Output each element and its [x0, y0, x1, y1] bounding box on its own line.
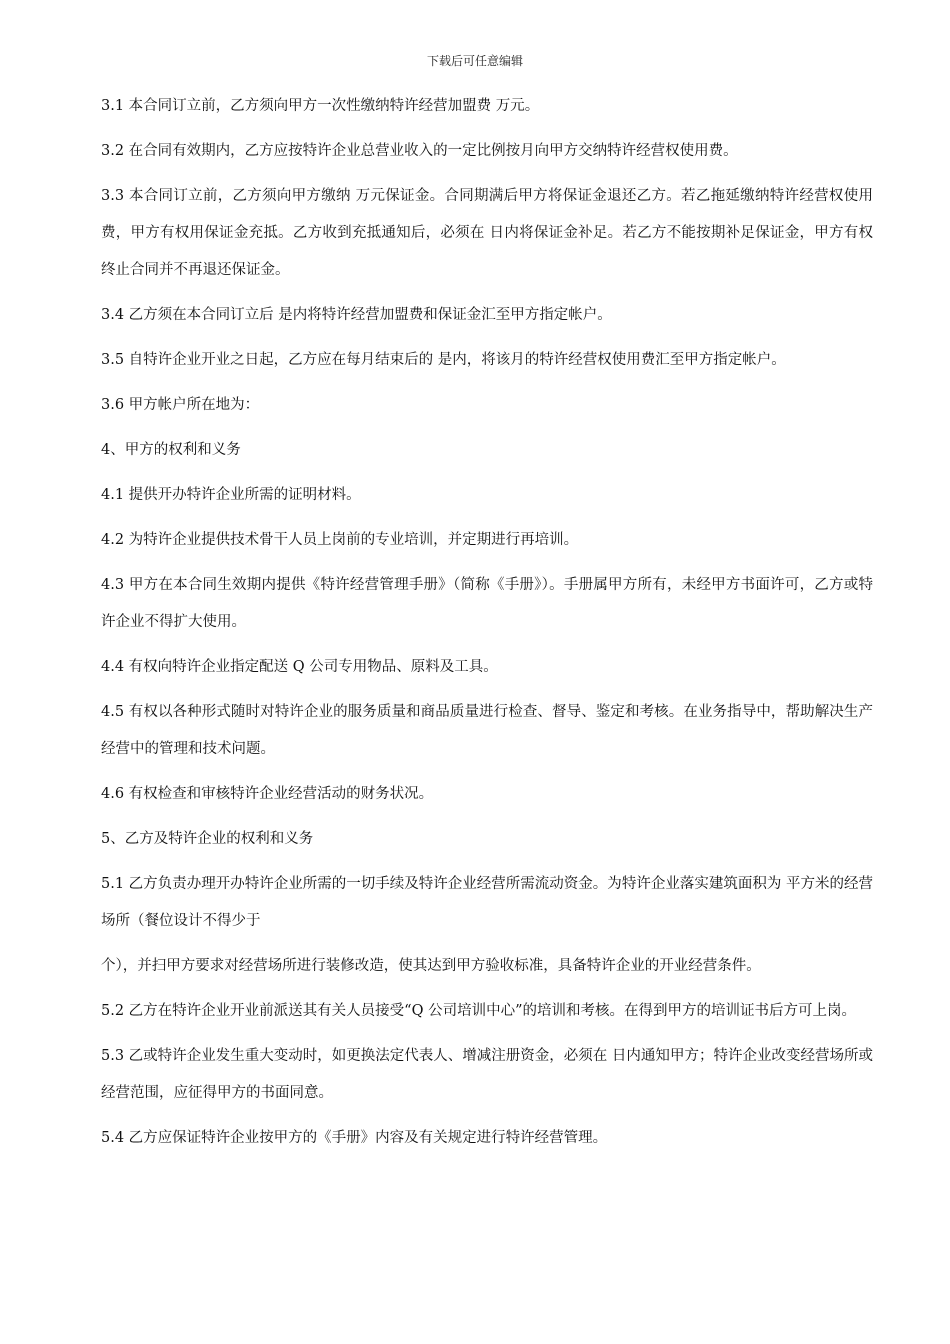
paragraph-5-4: 5.4 乙方应保证特许企业按甲方的《手册》内容及有关规定进行特许经营管理。: [101, 1130, 608, 1146]
paragraph-4-3: 4.3 甲方在本合同生效期内提供《特许经营管理手册》（简称《手册》）。手册属甲方所有，未经甲方书面许可，乙方或特许企业不得扩大使用。: [101, 577, 873, 630]
paragraph-5-1: 5.1 乙方负责办理开办特许企业所需的一切手续及特许企业经营所需流动资金。为特许企业落实建筑面积为 平方米的经营场所（餐位设计不得少于: [101, 876, 873, 929]
section-heading-4: 4、甲方的权利和义务: [101, 442, 241, 458]
page-header: 下载后可任意编辑: [426, 54, 523, 68]
paragraph-4-5: 4.5 有权以各种形式随时对特许企业的服务质量和商品质量进行检查、督导、鉴定和考核。在业务指导中，帮助解决生产经营中的管理和技术问题。: [101, 704, 873, 757]
section-heading-5: 5、乙方及特许企业的权利和义务: [101, 831, 314, 847]
paragraph-4-1: 4.1 提供开办特许企业所需的证明材料。: [101, 487, 361, 503]
paragraph-4-4: 4.4 有权向特许企业指定配送 Q 公司专用物品、原料及工具。: [101, 659, 498, 675]
paragraph-3-4: 3.4 乙方须在本合同订立后 是内将特许经营加盟费和保证金汇至甲方指定帐户。: [101, 307, 612, 323]
paragraph-3-2: 3.2 在合同有效期内，乙方应按特许企业总营业收入的一定比例按月向甲方交纳特许经营权使用费。: [101, 143, 738, 159]
paragraph-5-3: 5.3 乙或特许企业发生重大变动时，如更换法定代表人、增减注册资金，必须在 日内通知甲方；特许企业改变经营场所或经营范围，应征得甲方的书面同意。: [101, 1048, 873, 1101]
paragraph-4-2: 4.2 为特许企业提供技术骨干人员上岗前的专业培训，并定期进行再培训。: [101, 532, 579, 548]
paragraph-5-2: 5.2 乙方在特许企业开业前派送其有关人员接受“Q 公司培训中心”的培训和考核。在得到甲方的培训证书后方可上岗。: [101, 1003, 856, 1019]
paragraph-3-6: 3.6 甲方帐户所在地为：: [101, 397, 260, 413]
paragraph-5-1-continued: 个），并扫甲方要求对经营场所进行装修改造，使其达到甲方验收标准，具备特许企业的开业经营条件。: [101, 958, 761, 974]
paragraph-3-1: 3.1 本合同订立前，乙方须向甲方一次性缴纳特许经营加盟费 万元。: [101, 98, 540, 114]
paragraph-3-5: 3.5 自特许企业开业之日起，乙方应在每月结束后的 是内，将该月的特许经营权使用费汇至甲方指定帐户。: [101, 352, 786, 368]
paragraph-4-6: 4.6 有权检查和审核特许企业经营活动的财务状况。: [101, 786, 434, 802]
document-body: [101, 88, 873, 1157]
paragraph-3-3: 3.3 本合同订立前，乙方须向甲方缴纳 万元保证金。合同期满后甲方将保证金退还乙方。若乙拖延缴纳特许经营权使用费，甲方有权用保证金充抵。乙方收到充抵通知后，必须在 日内将保证金补足。若乙方不能按期补足保证金，甲方有权终止合同并不再退还保证金。: [101, 188, 873, 278]
